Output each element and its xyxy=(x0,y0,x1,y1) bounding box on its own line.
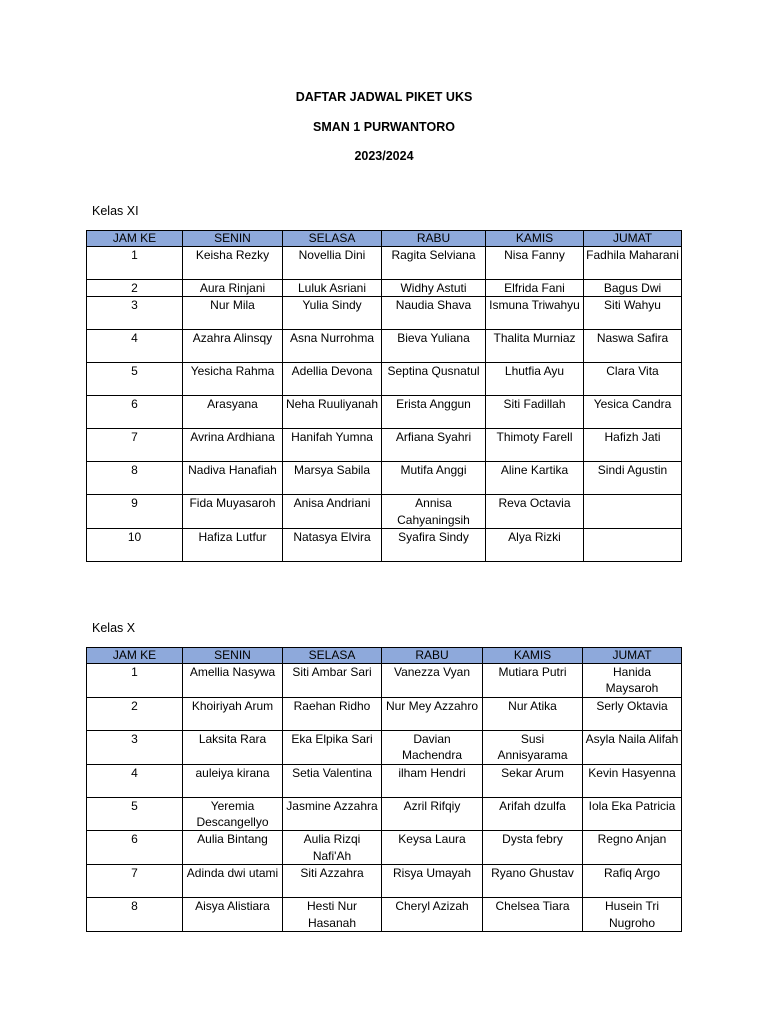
table-row xyxy=(87,865,682,898)
table-row xyxy=(87,297,682,330)
cell-senin: Yeremia Descangellyo xyxy=(183,797,283,831)
column-header-selasa: SELASA xyxy=(283,231,382,247)
cell-jumat: Siti Wahyu xyxy=(584,297,682,330)
cell-senin: auleiya kirana xyxy=(183,764,283,797)
cell-senin: Amellia Nasywa xyxy=(183,664,283,698)
cell-jam-ke: 4 xyxy=(87,764,183,797)
cell-selasa: Adellia Devona xyxy=(283,363,382,396)
cell-rabu: Nur Mey Azzahro xyxy=(382,697,483,730)
cell-rabu: Cheryl Azizah xyxy=(382,898,483,932)
cell-selasa: Hesti Nur Hasanah xyxy=(283,898,382,932)
cell-selasa: Eka Elpika Sari xyxy=(283,730,382,764)
cell-jam-ke: 3 xyxy=(87,730,183,764)
table-row xyxy=(87,529,682,562)
cell-selasa: Jasmine Azzahra xyxy=(283,797,382,831)
cell-jam-ke: 6 xyxy=(87,831,183,865)
cell-rabu: Erista Anggun xyxy=(382,396,486,429)
cell-jam-ke: 8 xyxy=(87,898,183,932)
cell-kamis: Reva Octavia xyxy=(486,495,584,529)
cell-jam-ke: 2 xyxy=(87,697,183,730)
cell-kamis: Thalita Murniaz xyxy=(486,330,584,363)
cell-selasa: Setia Valentina xyxy=(283,764,382,797)
cell-senin: Nadiva Hanafiah xyxy=(183,462,283,495)
table-row xyxy=(87,330,682,363)
table-header-row xyxy=(87,231,682,247)
table-row xyxy=(87,797,682,831)
cell-senin: Avrina Ardhiana xyxy=(183,429,283,462)
cell-kamis: Siti Fadillah xyxy=(486,396,584,429)
cell-rabu: Arfiana Syahri xyxy=(382,429,486,462)
cell-senin: Yesicha Rahma xyxy=(183,363,283,396)
cell-senin: Aulia Bintang xyxy=(183,831,283,865)
cell-jam-ke: 7 xyxy=(87,429,183,462)
cell-rabu: Mutifa Anggi xyxy=(382,462,486,495)
school-name: SMAN 1 PURWANTORO xyxy=(313,120,455,134)
cell-jumat: Rafiq Argo xyxy=(583,865,682,898)
cell-selasa: Siti Azzahra xyxy=(283,865,382,898)
cell-jumat: Fadhila Maharani xyxy=(584,247,682,280)
cell-jam-ke: 4 xyxy=(87,330,183,363)
cell-selasa: Marsya Sabila xyxy=(283,462,382,495)
table-row xyxy=(87,730,682,764)
column-header-jumat: JUMAT xyxy=(584,231,682,247)
cell-rabu: ilham Hendri xyxy=(382,764,483,797)
cell-rabu: Widhy Astuti xyxy=(382,280,486,297)
column-header-rabu: RABU xyxy=(382,648,483,664)
cell-jumat: Clara Vita xyxy=(584,363,682,396)
cell-jumat: Yesica Candra xyxy=(584,396,682,429)
cell-jam-ke: 3 xyxy=(87,297,183,330)
table-row xyxy=(87,429,682,462)
cell-jam-ke: 10 xyxy=(87,529,183,562)
cell-senin: Khoiriyah Arum xyxy=(183,697,283,730)
cell-selasa: Anisa Andriani xyxy=(283,495,382,529)
cell-selasa: Aulia Rizqi Nafi'Ah xyxy=(283,831,382,865)
cell-kamis: Arifah dzulfa xyxy=(483,797,583,831)
cell-jumat: Hanida Maysaroh xyxy=(583,664,682,698)
column-header-selasa: SELASA xyxy=(283,648,382,664)
schedule-table-kelas-xi xyxy=(86,230,682,562)
cell-jumat: Regno Anjan xyxy=(583,831,682,865)
table-row xyxy=(87,280,682,297)
cell-jumat: Serly Oktavia xyxy=(583,697,682,730)
cell-selasa: Hanifah Yumna xyxy=(283,429,382,462)
cell-selasa: Asna Nurrohma xyxy=(283,330,382,363)
cell-selasa: Novellia Dini xyxy=(283,247,382,280)
column-header-jam-ke: JAM KE xyxy=(87,648,183,664)
section-label-kelas-x: Kelas X xyxy=(92,621,136,635)
cell-rabu: Davian Machendra xyxy=(382,730,483,764)
cell-kamis: Chelsea Tiara xyxy=(483,898,583,932)
cell-selasa: Siti Ambar Sari xyxy=(283,664,382,698)
cell-kamis: Lhutfia Ayu xyxy=(486,363,584,396)
table-row xyxy=(87,898,682,932)
table-row xyxy=(87,363,682,396)
table-row xyxy=(87,396,682,429)
cell-selasa: Luluk Asriani xyxy=(283,280,382,297)
cell-jumat xyxy=(584,529,682,562)
cell-jumat: Bagus Dwi xyxy=(584,280,682,297)
cell-jam-ke: 5 xyxy=(87,797,183,831)
cell-rabu: Bieva Yuliana xyxy=(382,330,486,363)
cell-jumat xyxy=(584,495,682,529)
column-header-jam-ke: JAM KE xyxy=(87,231,183,247)
column-header-senin: SENIN xyxy=(183,648,283,664)
column-header-kamis: KAMIS xyxy=(486,231,584,247)
cell-jumat: Hafizh Jati xyxy=(584,429,682,462)
table-row xyxy=(87,664,682,698)
cell-selasa: Raehan Ridho xyxy=(283,697,382,730)
cell-kamis: Aline Kartika xyxy=(486,462,584,495)
section-label-kelas-xi: Kelas XI xyxy=(92,204,139,218)
table-header-row xyxy=(87,648,682,664)
cell-jumat: Iola Eka Patricia xyxy=(583,797,682,831)
cell-jam-ke: 6 xyxy=(87,396,183,429)
cell-rabu: Septina Qusnatul xyxy=(382,363,486,396)
cell-jumat: Kevin Hasyenna xyxy=(583,764,682,797)
cell-rabu: Risya Umayah xyxy=(382,865,483,898)
cell-rabu: Keysa Laura xyxy=(382,831,483,865)
cell-jumat: Husein Tri Nugroho xyxy=(583,898,682,932)
cell-senin: Arasyana xyxy=(183,396,283,429)
table-row xyxy=(87,764,682,797)
cell-jam-ke: 5 xyxy=(87,363,183,396)
cell-rabu: Ragita Selviana xyxy=(382,247,486,280)
table-row xyxy=(87,462,682,495)
cell-senin: Aura Rinjani xyxy=(183,280,283,297)
school-year: 2023/2024 xyxy=(354,149,414,163)
cell-rabu: Syafira Sindy xyxy=(382,529,486,562)
cell-senin: Adinda dwi utami xyxy=(183,865,283,898)
cell-rabu: Azril Rifqiy xyxy=(382,797,483,831)
table-row xyxy=(87,247,682,280)
cell-rabu: Annisa Cahyaningsih xyxy=(382,495,486,529)
cell-jam-ke: 7 xyxy=(87,865,183,898)
cell-senin: Laksita Rara xyxy=(183,730,283,764)
cell-senin: Nur Mila xyxy=(183,297,283,330)
cell-kamis: Ryano Ghustav xyxy=(483,865,583,898)
column-header-rabu: RABU xyxy=(382,231,486,247)
cell-kamis: Sekar Arum xyxy=(483,764,583,797)
cell-kamis: Alya Rizki xyxy=(486,529,584,562)
cell-jam-ke: 1 xyxy=(87,247,183,280)
cell-senin: Fida Muyasaroh xyxy=(183,495,283,529)
cell-jumat: Sindi Agustin xyxy=(584,462,682,495)
cell-kamis: Susi Annisyarama xyxy=(483,730,583,764)
table-row xyxy=(87,831,682,865)
cell-kamis: Mutiara Putri xyxy=(483,664,583,698)
cell-jumat: Asyla Naila Alifah xyxy=(583,730,682,764)
table-row xyxy=(87,697,682,730)
column-header-senin: SENIN xyxy=(183,231,283,247)
cell-jam-ke: 8 xyxy=(87,462,183,495)
document-title: DAFTAR JADWAL PIKET UKS xyxy=(295,90,473,104)
cell-senin: Hafiza Lutfur xyxy=(183,529,283,562)
cell-selasa: Neha Ruuliyanah xyxy=(283,396,382,429)
cell-rabu: Vanezza Vyan xyxy=(382,664,483,698)
cell-selasa: Natasya Elvira xyxy=(283,529,382,562)
cell-jam-ke: 1 xyxy=(87,664,183,698)
cell-senin: Azahra Alinsqy xyxy=(183,330,283,363)
cell-kamis: Ismuna Triwahyu xyxy=(486,297,584,330)
cell-senin: Aisya Alistiara xyxy=(183,898,283,932)
cell-senin: Keisha Rezky xyxy=(183,247,283,280)
schedule-table-kelas-x xyxy=(86,647,682,932)
table-row xyxy=(87,495,682,529)
cell-jam-ke: 2 xyxy=(87,280,183,297)
cell-rabu: Naudia Shava xyxy=(382,297,486,330)
cell-selasa: Yulia Sindy xyxy=(283,297,382,330)
cell-jam-ke: 9 xyxy=(87,495,183,529)
cell-kamis: Nisa Fanny xyxy=(486,247,584,280)
column-header-kamis: KAMIS xyxy=(483,648,583,664)
cell-jumat: Naswa Safira xyxy=(584,330,682,363)
cell-kamis: Nur Atika xyxy=(483,697,583,730)
cell-kamis: Dysta febry xyxy=(483,831,583,865)
column-header-jumat: JUMAT xyxy=(583,648,682,664)
cell-kamis: Thimoty Farell xyxy=(486,429,584,462)
cell-kamis: Elfrida Fani xyxy=(486,280,584,297)
